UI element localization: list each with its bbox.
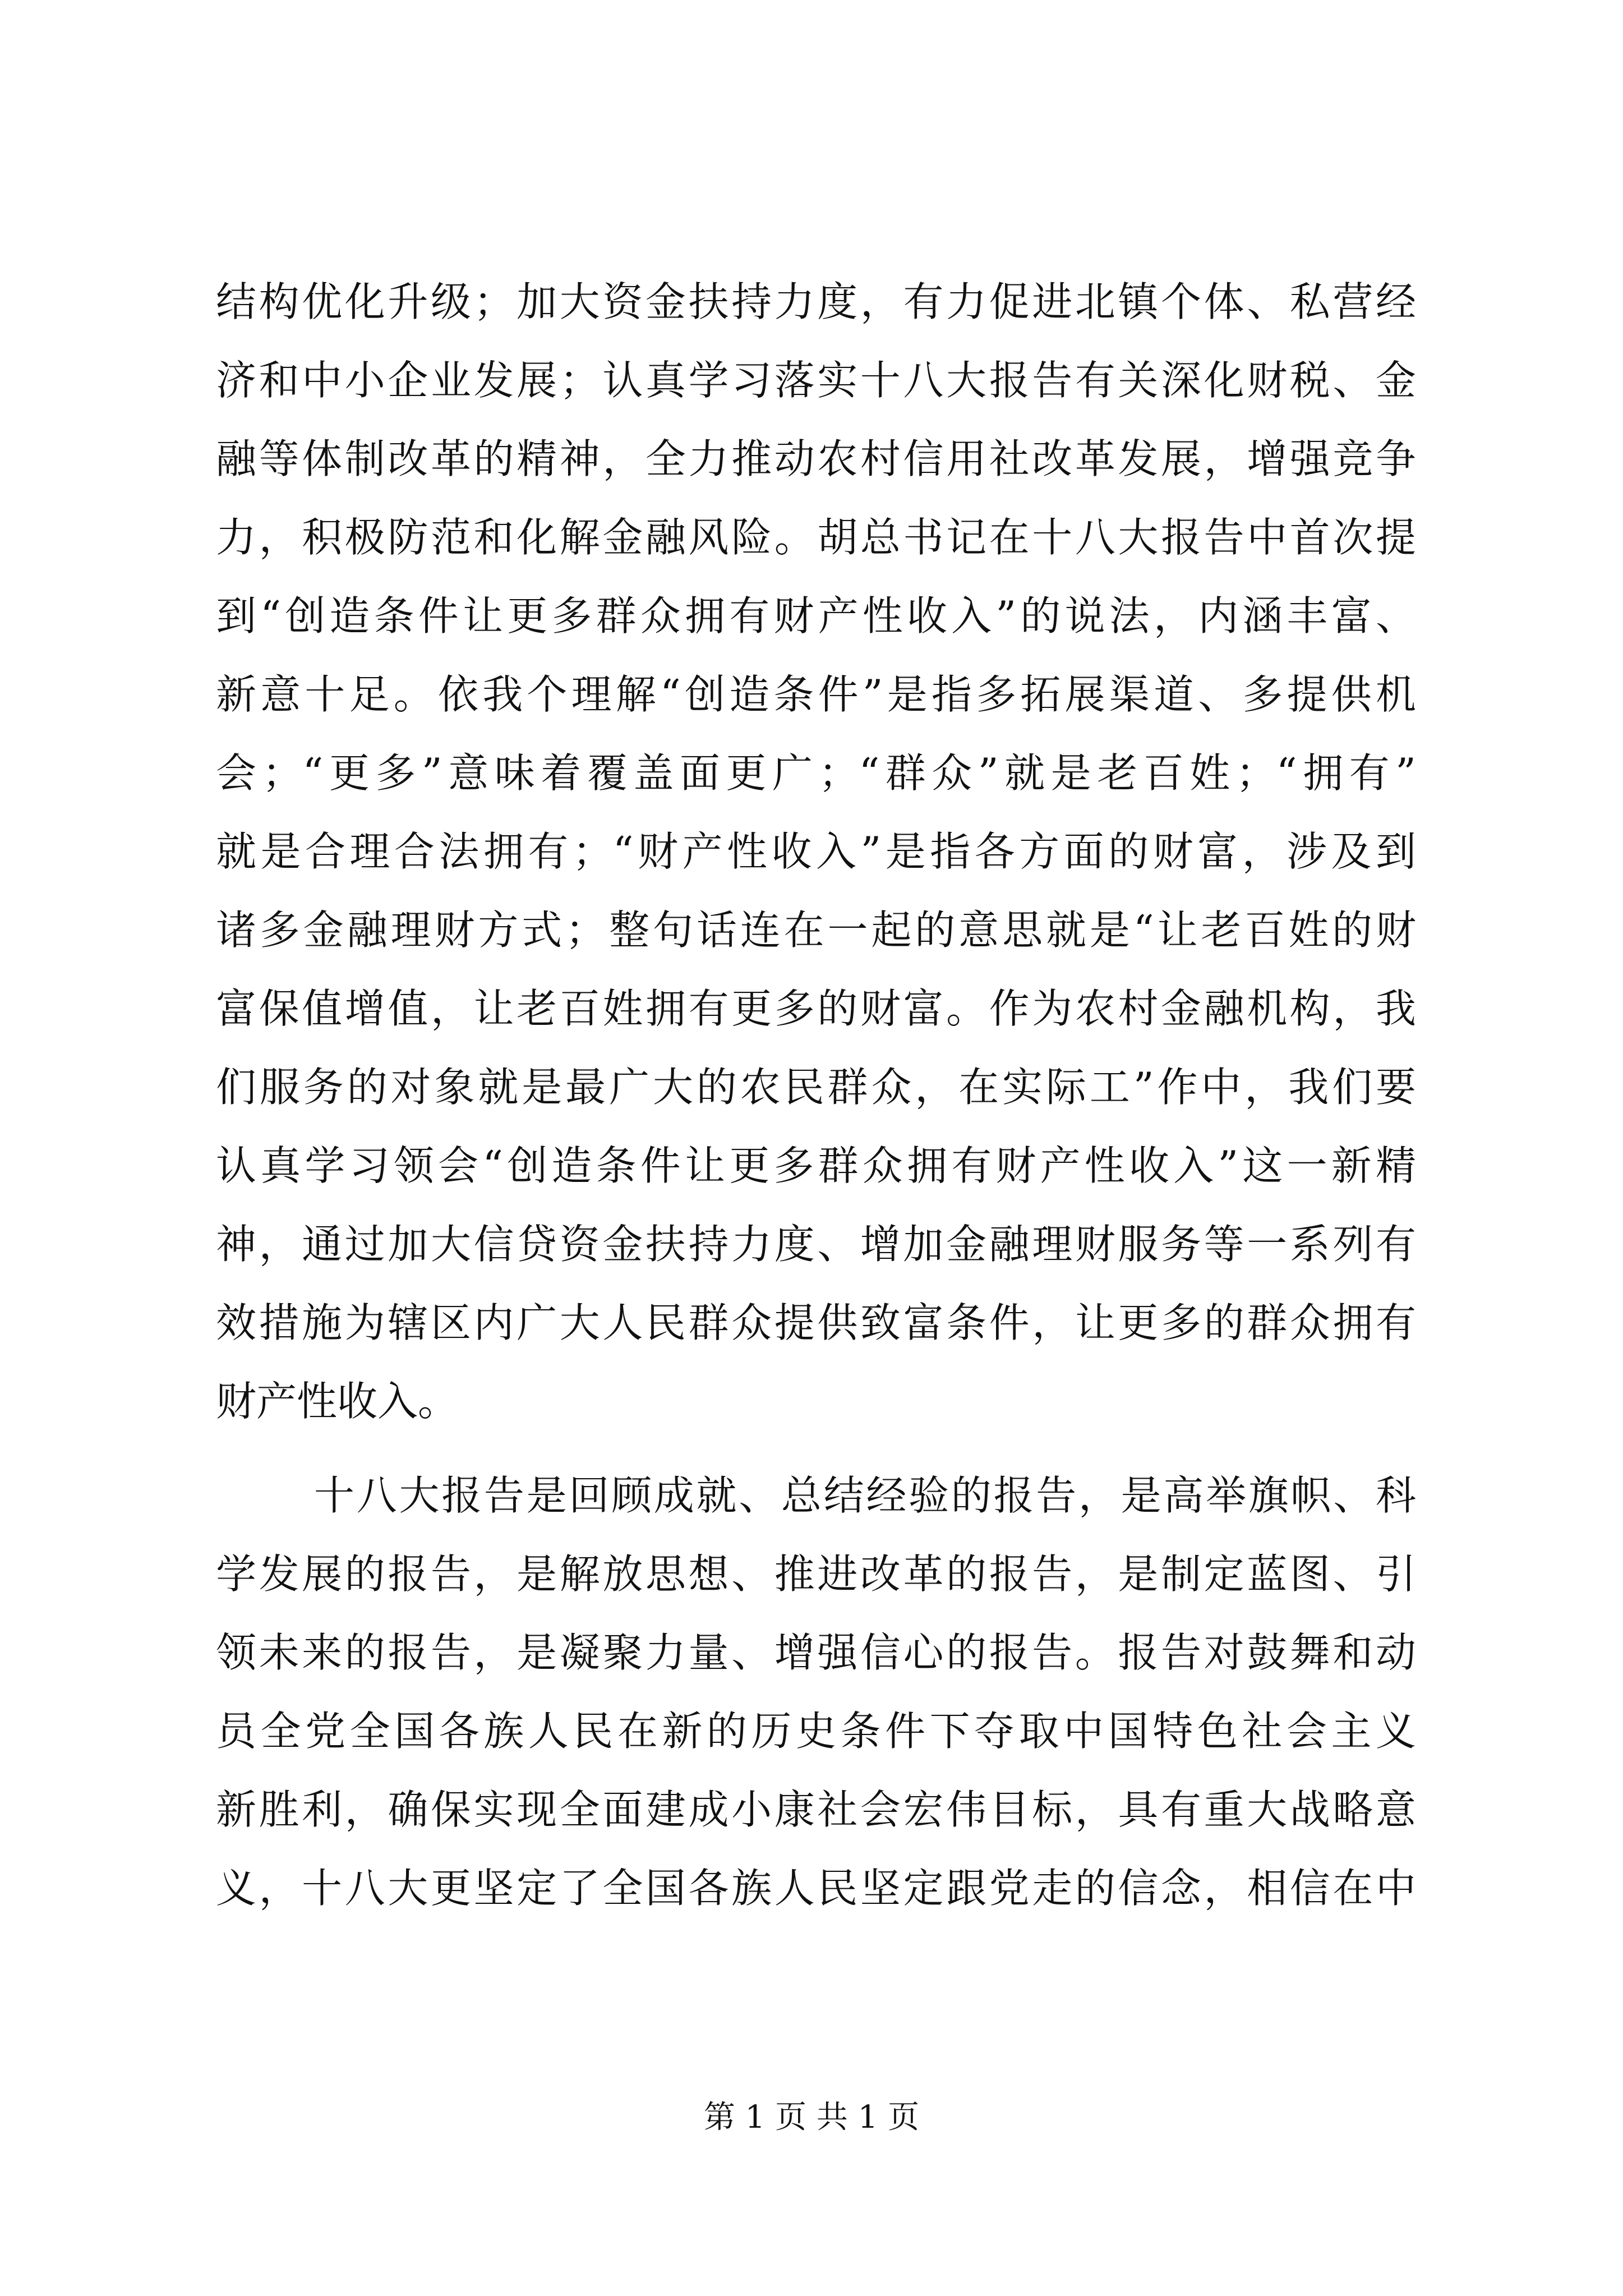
text-line: 力，积极防范和化解金融风险。胡总书记在十八大报告中首次提 bbox=[216, 514, 1416, 561]
text-line: 到“创造条件让更多群众拥有财产性收入”的说法，内涵丰富、 bbox=[216, 592, 1416, 639]
text-line: 们服务的对象就是最广大的农民群众，在实际工”作中，我们要 bbox=[216, 1064, 1416, 1111]
text-line: 财产性收入。 bbox=[216, 1378, 459, 1425]
paragraph-2 bbox=[216, 1456, 1416, 1927]
text-line: 学发展的报告，是解放思想、推进改革的报告，是制定蓝图、引 bbox=[216, 1550, 1416, 1598]
page-footer: 第 1 页 共 1 页 bbox=[703, 2099, 920, 2136]
text-line: 员全党全国各族人民在新的历史条件下夺取中国特色社会主义 bbox=[216, 1708, 1416, 1755]
text-line: 十八大报告是回顾成就、总结经验的报告，是高举旗帜、科 bbox=[314, 1472, 1416, 1519]
text-line: 认真学习领会“创造条件让更多群众拥有财产性收入”这一新精 bbox=[216, 1142, 1416, 1189]
text-line: 就是合理合法拥有；“财产性收入”是指各方面的财富，涉及到 bbox=[216, 828, 1416, 875]
text-line: 神，通过加大信贷资金扶持力度、增加金融理财服务等一系列有 bbox=[216, 1221, 1416, 1268]
text-line: 济和中小企业发展；认真学习落实十八大报告有关深化财税、金 bbox=[216, 357, 1416, 404]
text-line: 新意十足。依我个理解“创造条件”是指多拓展渠道、多提供机 bbox=[216, 671, 1416, 718]
text-line: 义，十八大更坚定了全国各族人民坚定跟党走的信念，相信在中 bbox=[216, 1865, 1416, 1912]
text-line: 诸多金融理财方式；整句话连在一起的意思就是“让老百姓的财 bbox=[216, 907, 1416, 954]
text-line: 融等体制改革的精神，全力推动农村信用社改革发展，增强竞争 bbox=[216, 435, 1416, 482]
text-line: 富保值增值，让老百姓拥有更多的财富。作为农村金融机构，我 bbox=[216, 985, 1416, 1032]
text-line: 会；“更多”意味着覆盖面更广；“群众”就是老百姓；“拥有” bbox=[216, 749, 1416, 797]
text-line: 结构优化升级；加大资金扶持力度，有力促进北镇个体、私营经 bbox=[216, 278, 1416, 325]
paragraph-1 bbox=[216, 263, 1416, 1441]
text-line: 领未来的报告，是凝聚力量、增强信心的报告。报告对鼓舞和动 bbox=[216, 1629, 1416, 1676]
body-text bbox=[216, 263, 1416, 1927]
text-line: 效措施为辖区内广大人民群众提供致富条件，让更多的群众拥有 bbox=[216, 1299, 1416, 1346]
paragraph-spacer bbox=[216, 1441, 1416, 1456]
text-line: 新胜利，确保实现全面建成小康社会宏伟目标，具有重大战略意 bbox=[216, 1786, 1416, 1833]
